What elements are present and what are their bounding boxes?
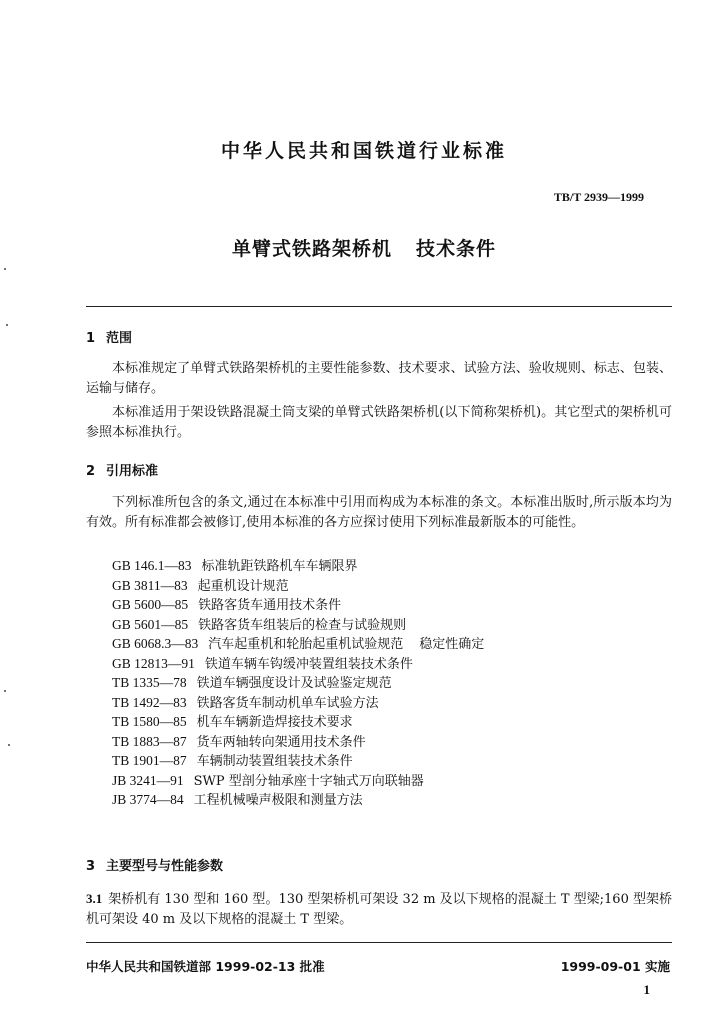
- reference-code: JB 3241—91: [112, 772, 184, 788]
- reference-code: TB 1901—87: [112, 753, 187, 768]
- reference-item: [112, 576, 484, 596]
- reference-title: 铁路客货车组装后的检查与试验规则: [198, 617, 407, 633]
- standard-number: TB/T 2939—1999: [553, 190, 644, 204]
- reference-title: 车辆制动装置组装技术条件: [196, 754, 353, 769]
- section-3-1-paragraph: [86, 889, 672, 930]
- reference-list: [112, 556, 484, 810]
- approval-line: 中华人民共和国铁道部 1999-02-13 批准: [86, 959, 325, 974]
- reference-item: [112, 615, 484, 635]
- reference-title: 铁路客货车通用技术条件: [198, 598, 342, 613]
- section-3-number: 3: [86, 859, 96, 874]
- section-2-intro: 下列标准所包含的条文,通过在本标准中引用而构成为本标准的条文。本标准出版时,所示版本均为有效。所有标准都会被修订,使用本标准的各方应探讨使用下列标准最新版本的可能性。: [86, 495, 672, 530]
- section-1-heading: [86, 327, 132, 346]
- reference-code: TB 1492—83: [112, 694, 187, 710]
- section-3-1-text: 架桥机有 130 型和 160 型。130 型架桥机可架设 32 m 及以下规格的混凝土 T 型梁;160 型架桥机可架设 40 m 及以下规格的混凝土 T 型梁。: [86, 892, 672, 927]
- reference-code: TB 1883—87: [112, 733, 187, 749]
- effective-date: 1999-09-01 实施: [560, 959, 670, 974]
- page-number: 1: [643, 982, 650, 997]
- reference-code: GB 5600—85: [112, 597, 189, 612]
- section-1-paragraph-1: 本标准规定了单臂式铁路架桥机的主要性能参数、技术要求、试验方法、验收规则、标志、包装、运输与储存。: [86, 361, 672, 396]
- reference-title: 铁路客货车制动机单车试验方法: [196, 695, 379, 711]
- reference-item: [112, 771, 484, 791]
- reference-item: [112, 712, 484, 732]
- reference-code: GB 5601—85: [112, 616, 189, 632]
- section-1-title: 范围: [106, 331, 133, 346]
- scan-speck: [8, 744, 10, 746]
- header-org-title: 中华人民共和国铁道行业标准: [220, 140, 507, 162]
- reference-title: 铁道车辆强度设计及试验鉴定规范: [196, 676, 392, 691]
- reference-item: [112, 673, 484, 693]
- reference-code: GB 146.1—83: [112, 558, 192, 573]
- reference-title: 起重机设计规范: [197, 578, 289, 594]
- reference-title: 标准轨距铁路机车车辆限界: [201, 559, 358, 574]
- section-2-heading: [86, 460, 158, 479]
- reference-title: 铁道车辆车钩缓冲装置组装技术条件: [204, 656, 413, 672]
- reference-code: JB 3774—84: [112, 792, 184, 807]
- reference-item: [112, 693, 484, 713]
- section-2-title: 引用标准: [106, 464, 159, 479]
- reference-item: [112, 751, 484, 771]
- section-1-paragraph-2: 本标准适用于架设铁路混凝土筒支梁的单臂式铁路架桥机(以下简称架桥机)。其它型式的架桥机可参照本标准执行。: [86, 405, 672, 440]
- reference-code: TB 1335—78: [112, 675, 187, 690]
- reference-title-extra: 稳定性确定: [419, 637, 485, 652]
- reference-title: 工程机械噪声极限和测量方法: [193, 793, 363, 808]
- reference-title: 机车车辆新造焊接技术要求: [196, 715, 353, 730]
- reference-code: GB 6068.3—83: [112, 636, 199, 651]
- reference-item: [112, 595, 484, 615]
- reference-item: [112, 634, 484, 654]
- section-3-title: 主要型号与性能参数: [106, 859, 224, 874]
- scan-speck: [4, 690, 6, 692]
- top-divider: [86, 306, 672, 307]
- reference-item: [112, 732, 484, 752]
- section-1-number: 1: [86, 331, 96, 346]
- document-title-main: 单臂式铁路架桥机: [231, 238, 392, 260]
- section-2-number: 2: [86, 464, 96, 479]
- reference-item: [112, 790, 484, 810]
- document-title-sub: 技术条件: [416, 238, 497, 260]
- section-3-heading: [86, 855, 223, 874]
- reference-title: 汽车起重机和轮胎起重机试验规范: [208, 637, 404, 652]
- bottom-divider: [86, 942, 672, 943]
- reference-item: [112, 556, 484, 576]
- section-3-1-number: 3.1: [86, 891, 103, 906]
- reference-code: TB 1580—85: [112, 714, 187, 729]
- reference-title: 货车两轴转向架通用技术条件: [196, 734, 366, 750]
- reference-item: [112, 654, 484, 674]
- reference-title: SWP 型剖分轴承座十字轴式万向联轴器: [193, 773, 424, 789]
- scan-speck: [4, 268, 6, 270]
- document-title: [0, 234, 728, 261]
- reference-code: GB 3811—83: [112, 577, 188, 593]
- scan-speck: [6, 324, 8, 326]
- reference-code: GB 12813—91: [112, 655, 195, 671]
